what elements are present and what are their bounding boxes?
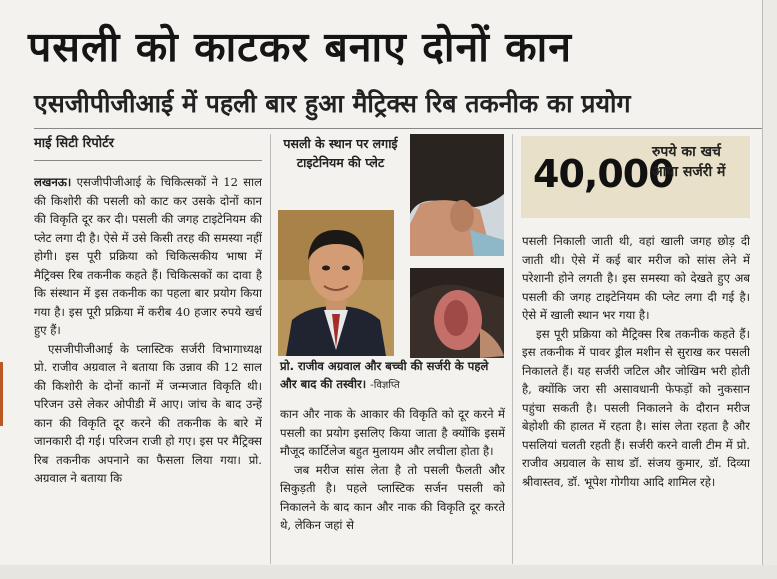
article-column-1 — [34, 173, 262, 558]
after-surgery-photo — [410, 268, 504, 358]
bottom-edge-strip — [0, 565, 777, 579]
column-divider-2 — [512, 134, 513, 564]
callout-text: पसली के स्थान पर लगाई टाइटेनियम की प्लेट — [283, 136, 398, 170]
column2-paragraph-1: कान और नाक के आकार की विकृति को दूर करने में पसली का प्रयोग इसलिए किया जाता है क्योंकि इसमें मौजूद कार्टिलेज बहुत मुलायम और लचीला होता है। — [280, 407, 505, 458]
column-divider-1 — [270, 134, 271, 564]
photo-credit: -विज्ञप्ति — [370, 380, 400, 391]
dateline: लखनऊ। — [34, 175, 72, 189]
column1-paragraph-1 — [34, 173, 262, 340]
article-column-3 — [522, 232, 750, 562]
stat-text: रुपये का खर्च आया सर्जरी में — [652, 144, 726, 180]
adjacent-column-edge — [762, 0, 777, 579]
column1-paragraph-2: एसजीपीजीआई के प्लास्टिक सर्जरी विभागाध्यक्ष प्रो. राजीव अग्रवाल ने बताया कि उन्नाव की 12 साल की किशोरी के दोनों कानों में जन्मजात विकृति थी। परिजन उसे लेकर ओपीडी में आए। जांच के बाद उन्हें कान की विकृति दूर करने की तकनीक के बारे में जानकारी दी गई। परिजन राजी हो गए। इस पर मैट्रिक्स रिब तकनीक अपनाने का फैसला लिया गया। प्रो. अग्रवाल ने बताया कि — [34, 341, 262, 485]
headline-rule — [34, 128, 762, 129]
byline-rule — [34, 160, 262, 161]
before-surgery-photo — [410, 134, 504, 256]
column1-paragraph-1-text: एसजीपीजीआई के चिकित्सकों ने 12 साल की किशोरी की पसली को काट कर उसके दोनों कान की विकृति दूर कर दी। पसली की जगह टाइटेनियम की प्लेट लगा दी है। ऐसे में उसे किसी तरह की समस्या नहीं होगी। इस पूरी प्रक्रिया को चिकित्सकीय भाषा में मैट्रिक्स रिब तकनीक कहते हैं। चिकित्सकों का दावा है कि संस्थान में इस तकनीक का पहला बार प्रयोग किया गया है। इस पूरी प्रक्रिया में करीब 40 हजार रुपये खर्च हुए हैं। — [34, 175, 262, 337]
left-edge-accent — [0, 362, 3, 426]
sub-headline: एसजीपीजीआई में पहली बार हुआ मैट्रिक्स रिब तकनीक का प्रयोग — [34, 89, 631, 118]
byline: माई सिटी रिपोर्टर — [34, 136, 114, 151]
doctor-portrait-photo — [278, 210, 394, 356]
after-surgery-illustration — [410, 268, 504, 358]
photo-caption-text: प्रो. राजीव अग्रवाल और बच्ची की सर्जरी के पहले और बाद की तस्वीर। — [280, 359, 489, 391]
column2-paragraph-2: जब मरीज सांस लेता है तो पसली फैलती और सिकुड़ती है। पहले प्लास्टिक सर्जन पसली को निकालने के बाद कान और नाक की विकृति दूर करते थे, लेकिन जहां से — [280, 462, 505, 532]
stat-number: 40,000 — [533, 152, 674, 196]
column3-paragraph-2: इस पूरी प्रक्रिया को मैट्रिक्स रिब तकनीक कहते हैं। इस तकनीक में पावर ड्रील मशीन से सुराख कर पसली निकालते हैं। यह सर्जरी जटिल और जोखिम भरी होती है, क्योंकि जरा सी असावधानी फेफड़ों को नुकसान पहुंचा सकती है। पसली निकालने के दौरान मरीज बेहोशी की हालत में रहता है। सांस लेता रहता है और पसलियां चलती रहती हैं। सर्जरी करने वाली टीम में प्रो. राजीव अग्रवाल के साथ डॉ. संजय कुमार, डॉ. दिव्या श्रीवास्तव, डॉ. भूपेश गोगीया आदि शामिल रहे। — [522, 326, 750, 489]
article-column-2 — [280, 405, 505, 565]
photo-caption — [280, 357, 505, 401]
column3-paragraph-1: पसली निकाली जाती थी, वहां खाली जगह छोड़ दी जाती थी। ऐसे में कई बार मरीज को सांस लेने में परेशानी होने लगती है। इस समस्या को देखते हुए अब पसली की जगह टाइटेनियम की प्लेट लगा दी गई है। ऐसे में खाली स्थान भर गया है। — [522, 234, 750, 322]
headline: पसली को काटकर बनाए दोनों कान — [28, 23, 573, 71]
before-surgery-illustration — [410, 134, 504, 256]
doctor-portrait-illustration — [278, 210, 394, 356]
